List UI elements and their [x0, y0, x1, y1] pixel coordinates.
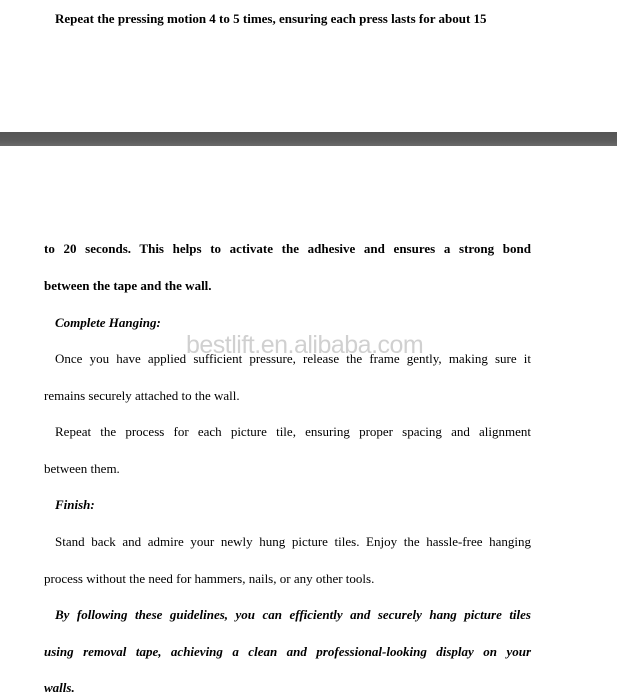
body-text-line: Repeat the process for each picture tile, ensuring proper spacing and alignment — [55, 424, 531, 439]
body-text-line: process without the need for hammers, nails, or any other tools. — [44, 571, 375, 586]
body-text-line: between them. — [44, 461, 120, 476]
body-text-line: to 20 seconds. This helps to activate the adhesive and ensures a strong bond — [44, 241, 531, 256]
body-text-line: Stand back and admire your newly hung picture tiles. Enjoy the hassle-free hanging — [55, 534, 531, 549]
body-text-line: Once you have applied sufficient pressure, release the frame gently, making sure it — [55, 351, 531, 366]
body-text-line: Repeat the pressing motion 4 to 5 times, ensuring each press lasts for about 15 — [55, 11, 487, 26]
body-text-line: between the tape and the wall. — [44, 278, 212, 293]
conclusion-text-line: using removal tape, achieving a clean and professional-looking display on your — [44, 644, 531, 659]
document-page-top — [0, 0, 617, 132]
watermark-text: bestlift.en.alibaba.com — [186, 331, 424, 359]
body-text-line: remains securely attached to the wall. — [44, 388, 240, 403]
conclusion-text-line: By following these guidelines, you can efficiently and securely hang picture tiles — [55, 607, 531, 622]
conclusion-text-line: walls. — [44, 680, 75, 694]
page-separator — [0, 132, 617, 146]
section-heading-finish: Finish: — [55, 497, 95, 512]
section-heading-complete-hanging: Complete Hanging: — [55, 315, 161, 330]
